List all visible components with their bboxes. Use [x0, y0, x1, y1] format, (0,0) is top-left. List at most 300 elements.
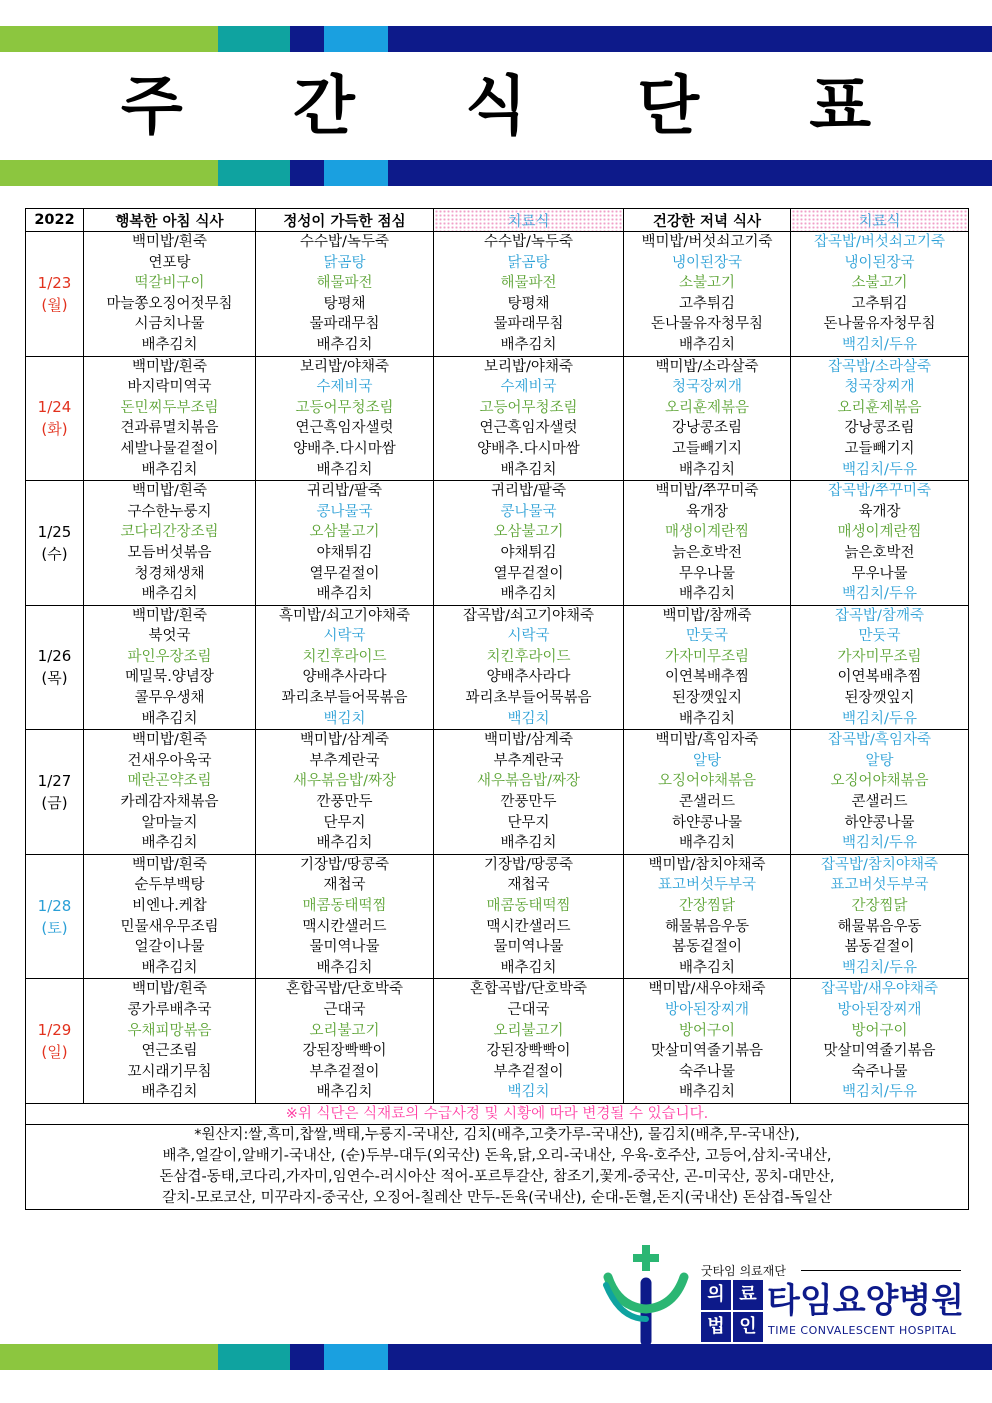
- menu-item: 배추김치: [141, 461, 198, 478]
- menu-item: 연근조림: [141, 1043, 198, 1060]
- weekday: (화): [41, 420, 68, 439]
- menu-item: 숙주나물: [678, 1063, 736, 1080]
- menu-item: 수제비국: [500, 379, 557, 396]
- menu-item: 구수한누룽지: [127, 503, 212, 520]
- menu-item: 보리밥/야채죽: [484, 358, 573, 375]
- menu-item: 양배추.다시마쌈: [293, 440, 396, 457]
- menu-item: 해물파전: [316, 275, 373, 292]
- menu-item: 치킨후라이드: [302, 648, 387, 665]
- header-breakfast: 행복한 아침 식사: [84, 209, 256, 232]
- meal-cell: [256, 854, 434, 979]
- menu-item: 가자미무조림: [837, 648, 922, 665]
- menu-item: 치킨후라이드: [486, 648, 571, 665]
- menu-item: 봄동겉절이: [844, 939, 915, 956]
- menu-item: 늙은호박전: [671, 544, 743, 561]
- day-row: [26, 232, 969, 357]
- date: 1/24: [37, 398, 72, 417]
- menu-item: 이연복배추찜: [664, 669, 750, 686]
- menu-item: 배추김치: [141, 586, 198, 603]
- header-lunch-therapy: 치료식: [434, 209, 624, 232]
- hospital-logo: [598, 1245, 968, 1345]
- menu-item: 콘샐러드: [678, 794, 736, 811]
- menu-item: 콩나물국: [500, 503, 557, 520]
- menu-item: 배추김치: [316, 461, 373, 478]
- meal-cell: [791, 232, 969, 357]
- menu-item: 백김치: [507, 1084, 550, 1101]
- menu-item: 부추계란국: [493, 752, 564, 769]
- menu-item: 잡곡밥/새우야채죽: [821, 981, 938, 998]
- menu-item: 알마늘지: [141, 814, 198, 831]
- menu-item: 가자미무조림: [664, 648, 750, 665]
- meal-cell: [434, 605, 624, 730]
- menu-item: 청국장찌개: [844, 379, 915, 396]
- menu-item: 백미밥/삼계죽: [300, 732, 389, 749]
- meal-cell: [434, 854, 624, 979]
- menu-item: 무우나물: [851, 565, 908, 582]
- date: 1/25: [37, 522, 72, 541]
- meal-cell: [624, 232, 791, 357]
- menu-item: 강낭콩조림: [671, 420, 743, 437]
- menu-item: 매생이계란찜: [664, 524, 750, 541]
- menu-item: 시금치나물: [134, 316, 205, 333]
- menu-item: 해물볶음우동: [664, 918, 750, 935]
- menu-item: 표고버섯두부국: [657, 877, 757, 894]
- menu-item: 표고버섯두부국: [830, 877, 929, 894]
- meal-cell: [791, 979, 969, 1104]
- menu-item: 부추겉절이: [493, 1063, 564, 1080]
- menu-item: 알탕: [865, 752, 894, 769]
- menu-item: 물미역나물: [309, 939, 380, 956]
- meal-cell: [624, 854, 791, 979]
- menu-item: 견과류멸치볶음: [120, 420, 219, 437]
- menu-item: 간장찜닭: [851, 898, 908, 914]
- menu-item: 고등어무청조림: [479, 399, 578, 416]
- menu-item: 배추김치: [678, 461, 736, 478]
- menu-item: 백김치/두유: [842, 461, 917, 478]
- date: 1/29: [37, 1021, 72, 1040]
- menu-item: 배추김치: [678, 959, 736, 976]
- menu-item: 백미밥/흑임자죽: [655, 732, 759, 749]
- menu-item: 배추김치: [316, 586, 373, 603]
- meal-cell: [624, 356, 791, 481]
- change-notice: ※위 식단은 식재료의 수급사정 및 시황에 따라 변경될 수 있습니다.: [26, 1103, 969, 1124]
- menu-item: 떡갈비구이: [134, 275, 205, 292]
- meal-cell: [791, 481, 969, 606]
- meal-cell: [84, 979, 256, 1104]
- day-label: [26, 730, 84, 855]
- title-stripe: [0, 160, 992, 186]
- menu-item: 백미밥/흰죽: [132, 358, 207, 375]
- menu-item: 근대국: [323, 1001, 366, 1018]
- menu-item: 배추김치: [141, 959, 198, 976]
- menu-item: 봄동겉절이: [671, 939, 743, 956]
- menu-item: 숙주나물: [851, 1063, 908, 1080]
- weekday: (수): [41, 544, 68, 563]
- hospital-english-name: TIME CONVALESCENT HOSPITAL: [768, 1324, 957, 1337]
- menu-item: 간장찜닭: [678, 898, 736, 914]
- menu-item: 배추김치: [141, 835, 198, 852]
- meal-cell: [256, 605, 434, 730]
- menu-item: 백김치/두유: [842, 959, 917, 976]
- menu-item: 순두부백탕: [134, 877, 205, 894]
- menu-item: 하얀콩나물: [844, 814, 915, 831]
- meal-cell: [791, 854, 969, 979]
- date: 1/23: [37, 273, 72, 292]
- menu-item: 콩가루배추국: [127, 1001, 212, 1018]
- menu-item: 백미밥/쭈꾸미죽: [655, 483, 759, 500]
- menu-item: 비엔나.케찹: [132, 898, 207, 914]
- menu-item: 양배추사라다: [302, 669, 387, 686]
- menu-item: 돈나물유자청무침: [823, 316, 936, 333]
- menu-item: 단무지: [323, 814, 366, 831]
- menu-item: 잡곡밥/버섯쇠고기죽: [814, 234, 945, 250]
- menu-item: 배추김치: [141, 336, 198, 353]
- menu-item: 하얀콩나물: [671, 814, 743, 831]
- menu-item: 배추김치: [678, 835, 736, 852]
- menu-item: 방어구이: [851, 1022, 908, 1039]
- meal-cell: [791, 605, 969, 730]
- menu-item: 바지락미역국: [127, 379, 212, 396]
- weekly-menu-table: [25, 208, 969, 1210]
- day-row: [26, 979, 969, 1104]
- menu-item: 백미밥/새우야채죽: [648, 981, 766, 998]
- menu-item: 청국장찌개: [671, 379, 743, 396]
- menu-item: 건새우아욱국: [127, 752, 212, 769]
- menu-item: 배추김치: [500, 336, 557, 353]
- menu-item: 코다리간장조림: [120, 524, 219, 541]
- menu-item: 백미밥/흰죽: [132, 607, 207, 624]
- menu-item: 시락국: [507, 628, 550, 645]
- meal-cell: [256, 356, 434, 481]
- day-row: [26, 605, 969, 730]
- menu-item: 백미밥/소라살죽: [655, 358, 759, 375]
- day-row: [26, 730, 969, 855]
- menu-item: 배추김치: [316, 959, 373, 976]
- meal-cell: [434, 356, 624, 481]
- menu-item: 오징어야채볶음: [830, 773, 929, 790]
- menu-item: 오리불고기: [493, 1022, 564, 1039]
- menu-item: 모듬버섯볶음: [127, 544, 212, 561]
- weekday: (금): [41, 794, 68, 813]
- meal-cell: [256, 481, 434, 606]
- menu-item: 고들빼기지: [844, 440, 915, 457]
- origin-line: 돈삼겹-동태,코다리,가자미,임연수-러시아산 적어-포르투갈산, 참조기,꽃게-중국산, 곤-미국산, 꽁치-대만산,: [159, 1168, 835, 1185]
- menu-item: 단무지: [507, 814, 550, 831]
- menu-item: 잡곡밥/흑임자죽: [828, 732, 931, 749]
- menu-item: 백미밥/참치야채죽: [648, 856, 766, 873]
- date: 1/28: [37, 896, 72, 915]
- menu-item: 꽈리초부들어묵볶음: [465, 690, 592, 707]
- day-label: [26, 979, 84, 1104]
- header-dinner: 건강한 저녁 식사: [624, 209, 791, 232]
- menu-item: 마늘쫑오징어젓무침: [106, 295, 233, 312]
- menu-item: 콘샐러드: [851, 794, 908, 811]
- day-label: [26, 605, 84, 730]
- menu-item: 민물새우무조림: [120, 918, 219, 935]
- page-title: 주 간 식 단 표: [120, 70, 916, 144]
- menu-item: 백김치: [323, 710, 366, 727]
- menu-item: 냉이된장국: [844, 254, 915, 271]
- weekday: (월): [41, 295, 68, 314]
- menu-item: 고추튀김: [851, 295, 908, 312]
- date: 1/26: [37, 647, 72, 666]
- menu-item: 혼합곡밥/단호박죽: [286, 981, 403, 998]
- menu-item: 백미밥/흰죽: [132, 732, 207, 749]
- menu-item: 된장깻잎지: [844, 690, 915, 707]
- menu-item: 오리훈제볶음: [837, 399, 922, 416]
- menu-item: 소불고기: [851, 275, 908, 292]
- menu-item: 백김치: [507, 710, 550, 727]
- menu-item: 맛살미역줄기볶음: [823, 1043, 936, 1060]
- menu-item: 방아된장찌개: [837, 1001, 922, 1018]
- menu-item: 배추김치: [500, 461, 557, 478]
- top-stripe: [0, 26, 992, 52]
- menu-item: 수제비국: [316, 379, 373, 396]
- menu-item: 배추김치: [500, 959, 557, 976]
- menu-item: 이연복배추찜: [837, 669, 922, 686]
- menu-item: 백김치/두유: [842, 586, 917, 603]
- menu-item: 배추김치: [141, 1084, 198, 1101]
- menu-item: 강된장빡빡이: [486, 1043, 571, 1060]
- meal-cell: [256, 979, 434, 1104]
- day-row: [26, 854, 969, 979]
- menu-item: 육개장: [858, 503, 901, 520]
- menu-item: 오리훈제볶음: [664, 399, 750, 416]
- menu-item: 고추튀김: [678, 295, 736, 312]
- badge-char: 의: [701, 1280, 731, 1310]
- meal-cell: [84, 854, 256, 979]
- menu-item: 맥시칸샐러드: [486, 918, 571, 935]
- menu-item: 해물볶음우동: [837, 918, 922, 935]
- meal-cell: [624, 730, 791, 855]
- menu-item: 기장밥/땅콩죽: [484, 856, 573, 873]
- menu-item: 백미밥/버섯쇠고기죽: [641, 234, 773, 250]
- menu-item: 귀리밥/팥죽: [491, 483, 566, 500]
- menu-item: 콩나물국: [316, 503, 373, 520]
- meal-cell: [256, 730, 434, 855]
- day-row: [26, 481, 969, 606]
- menu-item: 물미역나물: [493, 939, 564, 956]
- meal-cell: [624, 605, 791, 730]
- menu-item: 백미밥/흰죽: [132, 856, 207, 873]
- menu-item: 백김치/두유: [842, 336, 917, 353]
- meal-cell: [84, 605, 256, 730]
- header-row: [26, 209, 969, 232]
- foundation-name: 굿타임 의료재단: [701, 1264, 786, 1278]
- menu-item: 배추김치: [316, 336, 373, 353]
- menu-item: 탕평채: [507, 295, 550, 312]
- menu-item: 배추김치: [316, 835, 373, 852]
- menu-item: 배추김치: [500, 835, 557, 852]
- day-label: [26, 232, 84, 357]
- menu-item: 흑미밥/쇠고기야채죽: [279, 607, 410, 624]
- menu-item: 오삼불고기: [493, 524, 564, 541]
- menu-item: 배추김치: [500, 586, 557, 603]
- meal-cell: [791, 730, 969, 855]
- menu-item: 백미밥/흰죽: [132, 234, 207, 250]
- menu-item: 연근흑임자샐럿: [295, 420, 394, 437]
- menu-item: 혼합곡밥/단호박죽: [470, 981, 587, 998]
- menu-item: 냉이된장국: [671, 254, 743, 271]
- menu-item: 귀리밥/팥죽: [307, 483, 382, 500]
- menu-item: 잡곡밥/쭈꾸미죽: [828, 483, 931, 500]
- menu-item: 수수밥/녹두죽: [484, 234, 573, 250]
- meal-cell: [84, 481, 256, 606]
- menu-item: 돈민찌두부조림: [120, 399, 219, 416]
- menu-item: 배추김치: [678, 1084, 736, 1101]
- origin-line: 배추,얼갈이,알배기-국내산, (순)두부-대두(외국산) 돈육,닭,오리-국내산, 우육-호주산, 고등어,삼치-국내산,: [162, 1147, 832, 1164]
- menu-item: 부추계란국: [309, 752, 380, 769]
- menu-item: 보리밥/야채죽: [300, 358, 389, 375]
- menu-item: 맥시칸샐러드: [302, 918, 387, 935]
- menu-item: 고들빼기지: [671, 440, 743, 457]
- menu-item: 연근흑임자샐럿: [479, 420, 578, 437]
- menu-item: 기장밥/땅콩죽: [300, 856, 389, 873]
- menu-item: 소불고기: [678, 275, 736, 292]
- meal-cell: [791, 356, 969, 481]
- menu-item: 세발나물겉절이: [120, 440, 219, 457]
- medical-cross-icon: [633, 1245, 659, 1271]
- bottom-stripe: [0, 1344, 992, 1370]
- menu-item: 오징어야채볶음: [657, 773, 757, 790]
- menu-item: 배추김치: [141, 710, 198, 727]
- origin-info: [26, 1124, 969, 1209]
- menu-item: 돈나물유자청무침: [650, 316, 764, 333]
- menu-item: 열무겉절이: [309, 565, 380, 582]
- weekday: (목): [41, 669, 68, 688]
- weekday: (일): [41, 1043, 68, 1062]
- menu-item: 잡곡밥/소라살죽: [828, 358, 931, 375]
- menu-item: 물파래무침: [309, 316, 380, 333]
- menu-item: 닭곰탕: [507, 254, 550, 271]
- badge-char: 료: [733, 1280, 763, 1310]
- menu-item: 만둣국: [685, 628, 729, 645]
- menu-item: 물파래무침: [493, 316, 564, 333]
- menu-item: 깐풍만두: [316, 794, 373, 811]
- meal-cell: [624, 979, 791, 1104]
- day-row: [26, 356, 969, 481]
- meal-cell: [84, 356, 256, 481]
- menu-item: 잡곡밥/쇠고기야채죽: [463, 607, 594, 624]
- menu-item: 만둣국: [858, 628, 901, 645]
- menu-item: 해물파전: [500, 275, 557, 292]
- menu-item: 백미밥/흰죽: [132, 981, 207, 998]
- menu-item: 백미밥/참깨죽: [662, 607, 752, 624]
- badge-char: 인: [733, 1312, 763, 1342]
- meal-cell: [84, 232, 256, 357]
- menu-item: 잡곡밥/참치야채죽: [821, 856, 938, 873]
- date: 1/27: [37, 772, 72, 791]
- meal-cell: [256, 232, 434, 357]
- menu-item: 매콤동태떡찜: [302, 898, 387, 914]
- menu-item: 새우볶음밥/짜장: [477, 773, 580, 790]
- menu-item: 백미밥/흰죽: [132, 483, 207, 500]
- day-label: [26, 481, 84, 606]
- menu-item: 매생이계란찜: [837, 524, 922, 541]
- menu-item: 백김치/두유: [842, 835, 917, 852]
- origin-line: 갈치-모로코산, 미꾸라지-중국산, 오징어-칠레산 만두-돈육(국내산), 순대-돈혈,돈지(국내산) 돈삼겹-독일산: [162, 1189, 832, 1206]
- meal-cell: [434, 979, 624, 1104]
- menu-item: 재첩국: [323, 877, 366, 894]
- menu-item: 강된장빡빡이: [302, 1043, 387, 1060]
- menu-item: 백김치/두유: [842, 710, 917, 727]
- menu-item: 얼갈이나물: [134, 939, 205, 956]
- menu-item: 열무겉절이: [493, 565, 564, 582]
- menu-item: 배추김치: [678, 710, 736, 727]
- menu-item: 잡곡밥/참깨죽: [835, 607, 924, 624]
- menu-item: 탕평채: [323, 295, 366, 312]
- menu-item: 연포탕: [148, 254, 191, 271]
- menu-item: 된장깻잎지: [671, 690, 743, 707]
- menu-item: 방어구이: [678, 1022, 736, 1039]
- meal-cell: [84, 730, 256, 855]
- menu-item: 배추김치: [678, 336, 736, 353]
- menu-item: 수수밥/녹두죽: [300, 234, 389, 250]
- menu-item: 배추김치: [316, 1084, 373, 1101]
- menu-item: 카레감자채볶음: [120, 794, 219, 811]
- menu-item: 오리불고기: [309, 1022, 380, 1039]
- menu-item: 양배추.다시마쌈: [477, 440, 580, 457]
- menu-item: 무우나물: [678, 565, 736, 582]
- menu-item: 맛살미역줄기볶음: [650, 1043, 764, 1060]
- weekday: (토): [41, 918, 68, 937]
- day-label: [26, 356, 84, 481]
- menu-item: 꽈리초부들어묵볶음: [281, 690, 408, 707]
- menu-item: 메밀묵.양념장: [125, 669, 214, 686]
- menu-item: 방아된장찌개: [664, 1001, 750, 1018]
- menu-item: 야채튀김: [316, 544, 373, 561]
- divider: [801, 1270, 961, 1271]
- meal-cell: [434, 232, 624, 357]
- header-year: 2022: [26, 209, 84, 232]
- badge-char: 법: [701, 1312, 731, 1342]
- menu-item: 닭곰탕: [323, 254, 366, 271]
- menu-item: 북엇국: [148, 628, 191, 645]
- menu-item: 메란곤약조림: [127, 773, 212, 790]
- menu-item: 새우볶음밥/짜장: [293, 773, 396, 790]
- menu-item: 늙은호박전: [844, 544, 915, 561]
- header-lunch: 정성이 가득한 점심: [256, 209, 434, 232]
- menu-item: 부추겉절이: [309, 1063, 380, 1080]
- menu-item: 시락국: [323, 628, 366, 645]
- menu-item: 재첩국: [507, 877, 550, 894]
- header-dinner-therapy: 치료식: [791, 209, 969, 232]
- menu-item: 야채튀김: [500, 544, 557, 561]
- menu-item: 배추김치: [678, 586, 736, 603]
- menu-item: 청경채생채: [134, 565, 205, 582]
- menu-item: 매콤동태떡찜: [486, 898, 571, 914]
- medical-corp-badge: [701, 1280, 763, 1342]
- menu-item: 강낭콩조림: [844, 420, 915, 437]
- day-label: [26, 854, 84, 979]
- menu-item: 양배추사라다: [486, 669, 571, 686]
- meal-cell: [434, 481, 624, 606]
- menu-item: 우채피망볶음: [127, 1022, 212, 1039]
- menu-item: 깐풍만두: [500, 794, 557, 811]
- menu-item: 파인우장조림: [127, 648, 212, 665]
- menu-item: 백김치/두유: [842, 1084, 917, 1101]
- meal-cell: [624, 481, 791, 606]
- menu-item: 오삼불고기: [309, 524, 380, 541]
- menu-item: 고등어무청조림: [295, 399, 394, 416]
- menu-item: 콜무우생채: [134, 690, 205, 707]
- menu-item: 꼬시래기무침: [127, 1063, 212, 1080]
- menu-item: 근대국: [507, 1001, 550, 1018]
- menu-item: 육개장: [685, 503, 729, 520]
- menu-item: 알탕: [692, 752, 721, 769]
- hospital-name: 타임요양병원: [767, 1281, 965, 1321]
- origin-line: *원산지:쌀,흑미,찹쌀,백태,누룽지-국내산, 김치(배추,고춧가루-국내산), 물김치(배추,무-국내산),: [194, 1126, 800, 1143]
